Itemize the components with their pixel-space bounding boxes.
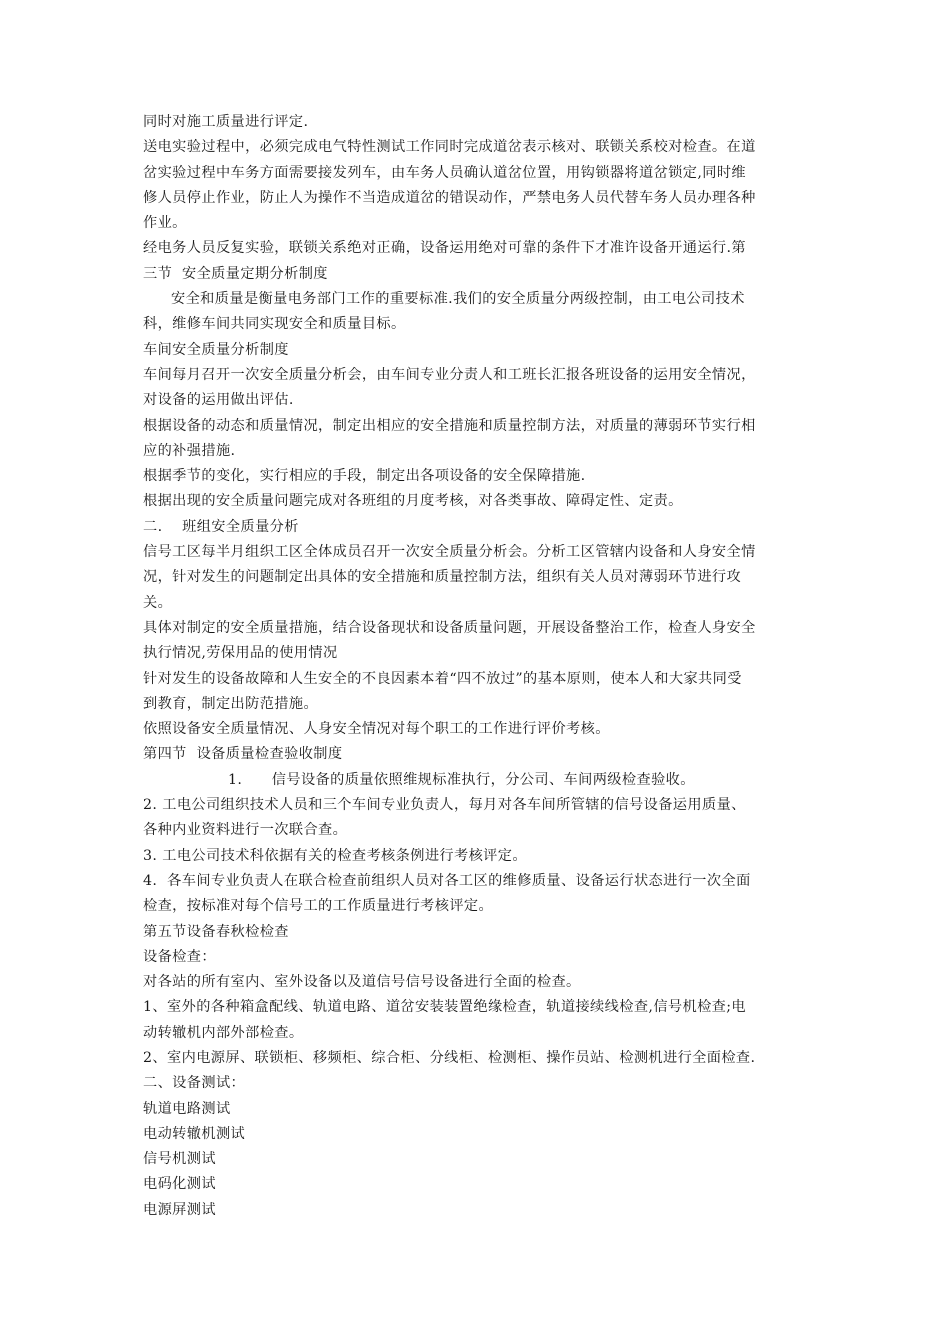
list-item: 电源屏测试: [143, 1201, 216, 1218]
subsection-heading: 设备检查：: [143, 948, 216, 965]
text-line: 关。: [143, 594, 173, 611]
text-line: 岔实验过程中车务方面需要接发列车，由车务人员确认道岔位置，用钩锁器将道岔锁定,同时维: [143, 164, 747, 181]
section-heading: 第五节设备春秋检检查: [143, 923, 289, 940]
list-item: 1. 信号设备的质量依照维规标准执行，分公司、车间两级检查验收。: [228, 771, 695, 788]
text-line: 依照设备安全质量情况、人身安全情况对每个职工的工作进行评价考核。: [143, 721, 610, 738]
text-line: 作业。: [143, 215, 187, 232]
list-item: 信号机测试: [143, 1151, 216, 1168]
text-line: 各种内业资料进行一次联合查。: [143, 822, 348, 839]
text-line: 根据季节的变化，实行相应的手段，制定出各项设备的安全保障措施.: [143, 468, 586, 485]
text-line: 经电务人员反复实验，联锁关系绝对正确，设备运用绝对可靠的条件下才准许设备开通运行.第: [143, 240, 747, 257]
list-item: 轨道电路测试: [143, 1100, 231, 1117]
document-body: [143, 110, 823, 1223]
text-line: 根据设备的动态和质量情况，制定出相应的安全措施和质量控制方法，对质量的薄弱环节实行相: [143, 417, 756, 434]
text-line: 况，针对发生的问题制定出具体的安全措施和质量控制方法，组织有关人员对薄弱环节进行攻: [143, 569, 742, 586]
text-line: 科，维修车间共同实现安全和质量目标。: [143, 316, 406, 333]
text-line: 信号工区每半月组织工区全体成员召开一次安全质量分析会。分析工区管辖内设备和人身安全情: [143, 544, 756, 561]
text-line: 车间每月召开一次安全质量分析会，由车间专业分责人和工班长汇报各班设备的运用安全情况，: [143, 366, 756, 383]
text-line: 检查，按标准对每个信号工的工作质量进行考核评定。: [143, 898, 494, 915]
list-item: 3. 工电公司技术科依据有关的检查考核条例进行考核评定。: [143, 847, 527, 864]
text-line: 根据出现的安全质量问题完成对各班组的月度考核，对各类事故、障碍定性、定责。: [143, 493, 683, 510]
text-line: 具体对制定的安全质量措施，结合设备现状和设备质量问题，开展设备整治工作，检查人身安全: [143, 619, 756, 636]
list-item: 2. 工电公司组织技术人员和三个车间专业负责人，每月对各车间所管辖的信号设备运用质量、: [143, 797, 746, 814]
text-line: 对设备的运用做出评估.: [143, 392, 294, 409]
list-item: 1、室外的各种箱盒配线、轨道电路、道岔安装装置绝缘检查，轨道接续线检查,信号机检查;电: [143, 999, 747, 1016]
text-line: 同时对施工质量进行评定.: [143, 114, 309, 130]
list-item: 电动转辙机测试: [143, 1125, 246, 1142]
list-item: 4. 各车间专业负责人在联合检查前组织人员对各工区的维修质量、设备运行状态进行一次全面: [143, 872, 751, 889]
text-line: 动转辙机内部外部检查。: [143, 1024, 304, 1041]
section-heading: 第四节 设备质量检查验收制度: [143, 746, 343, 763]
text-line: 到教育，制定出防范措施。: [143, 695, 319, 712]
text-line: 修人员停止作业，防止人为操作不当造成道岔的错误动作，严禁电务人员代替车务人员办理各种: [143, 189, 756, 206]
text-line: 对各站的所有室内、室外设备以及道信号信号设备进行全面的检查。: [143, 974, 581, 991]
text-line: 针对发生的设备故障和人生安全的不良因素本着“四不放过”的基本原则，使本人和大家共同受: [143, 670, 742, 687]
subsection-heading: 二、设备测试：: [143, 1075, 246, 1092]
text-line: 执行情况,劳保用品的使用情况: [143, 645, 338, 662]
text-line: 送电实验过程中，必须完成电气特性测试工作同时完成道岔表示核对、联锁关系校对检查。在道: [143, 139, 756, 156]
subsection-heading: 车间安全质量分析制度: [143, 341, 289, 358]
section-heading: 三节 安全质量定期分析制度: [143, 265, 328, 282]
list-item: 2、室内电源屏、联锁柜、移频柜、综合柜、分线柜、检测柜、操作员站、检测机进行全面检查.: [143, 1049, 756, 1066]
subsection-heading: 二. 班组安全质量分析: [143, 518, 299, 535]
text-line: 应的补强措施.: [143, 442, 236, 459]
text-line: 安全和质量是衡量电务部门工作的重要标准.我们的安全质量分两级控制，由工电公司技术: [171, 291, 745, 308]
list-item: 电码化测试: [143, 1176, 216, 1193]
